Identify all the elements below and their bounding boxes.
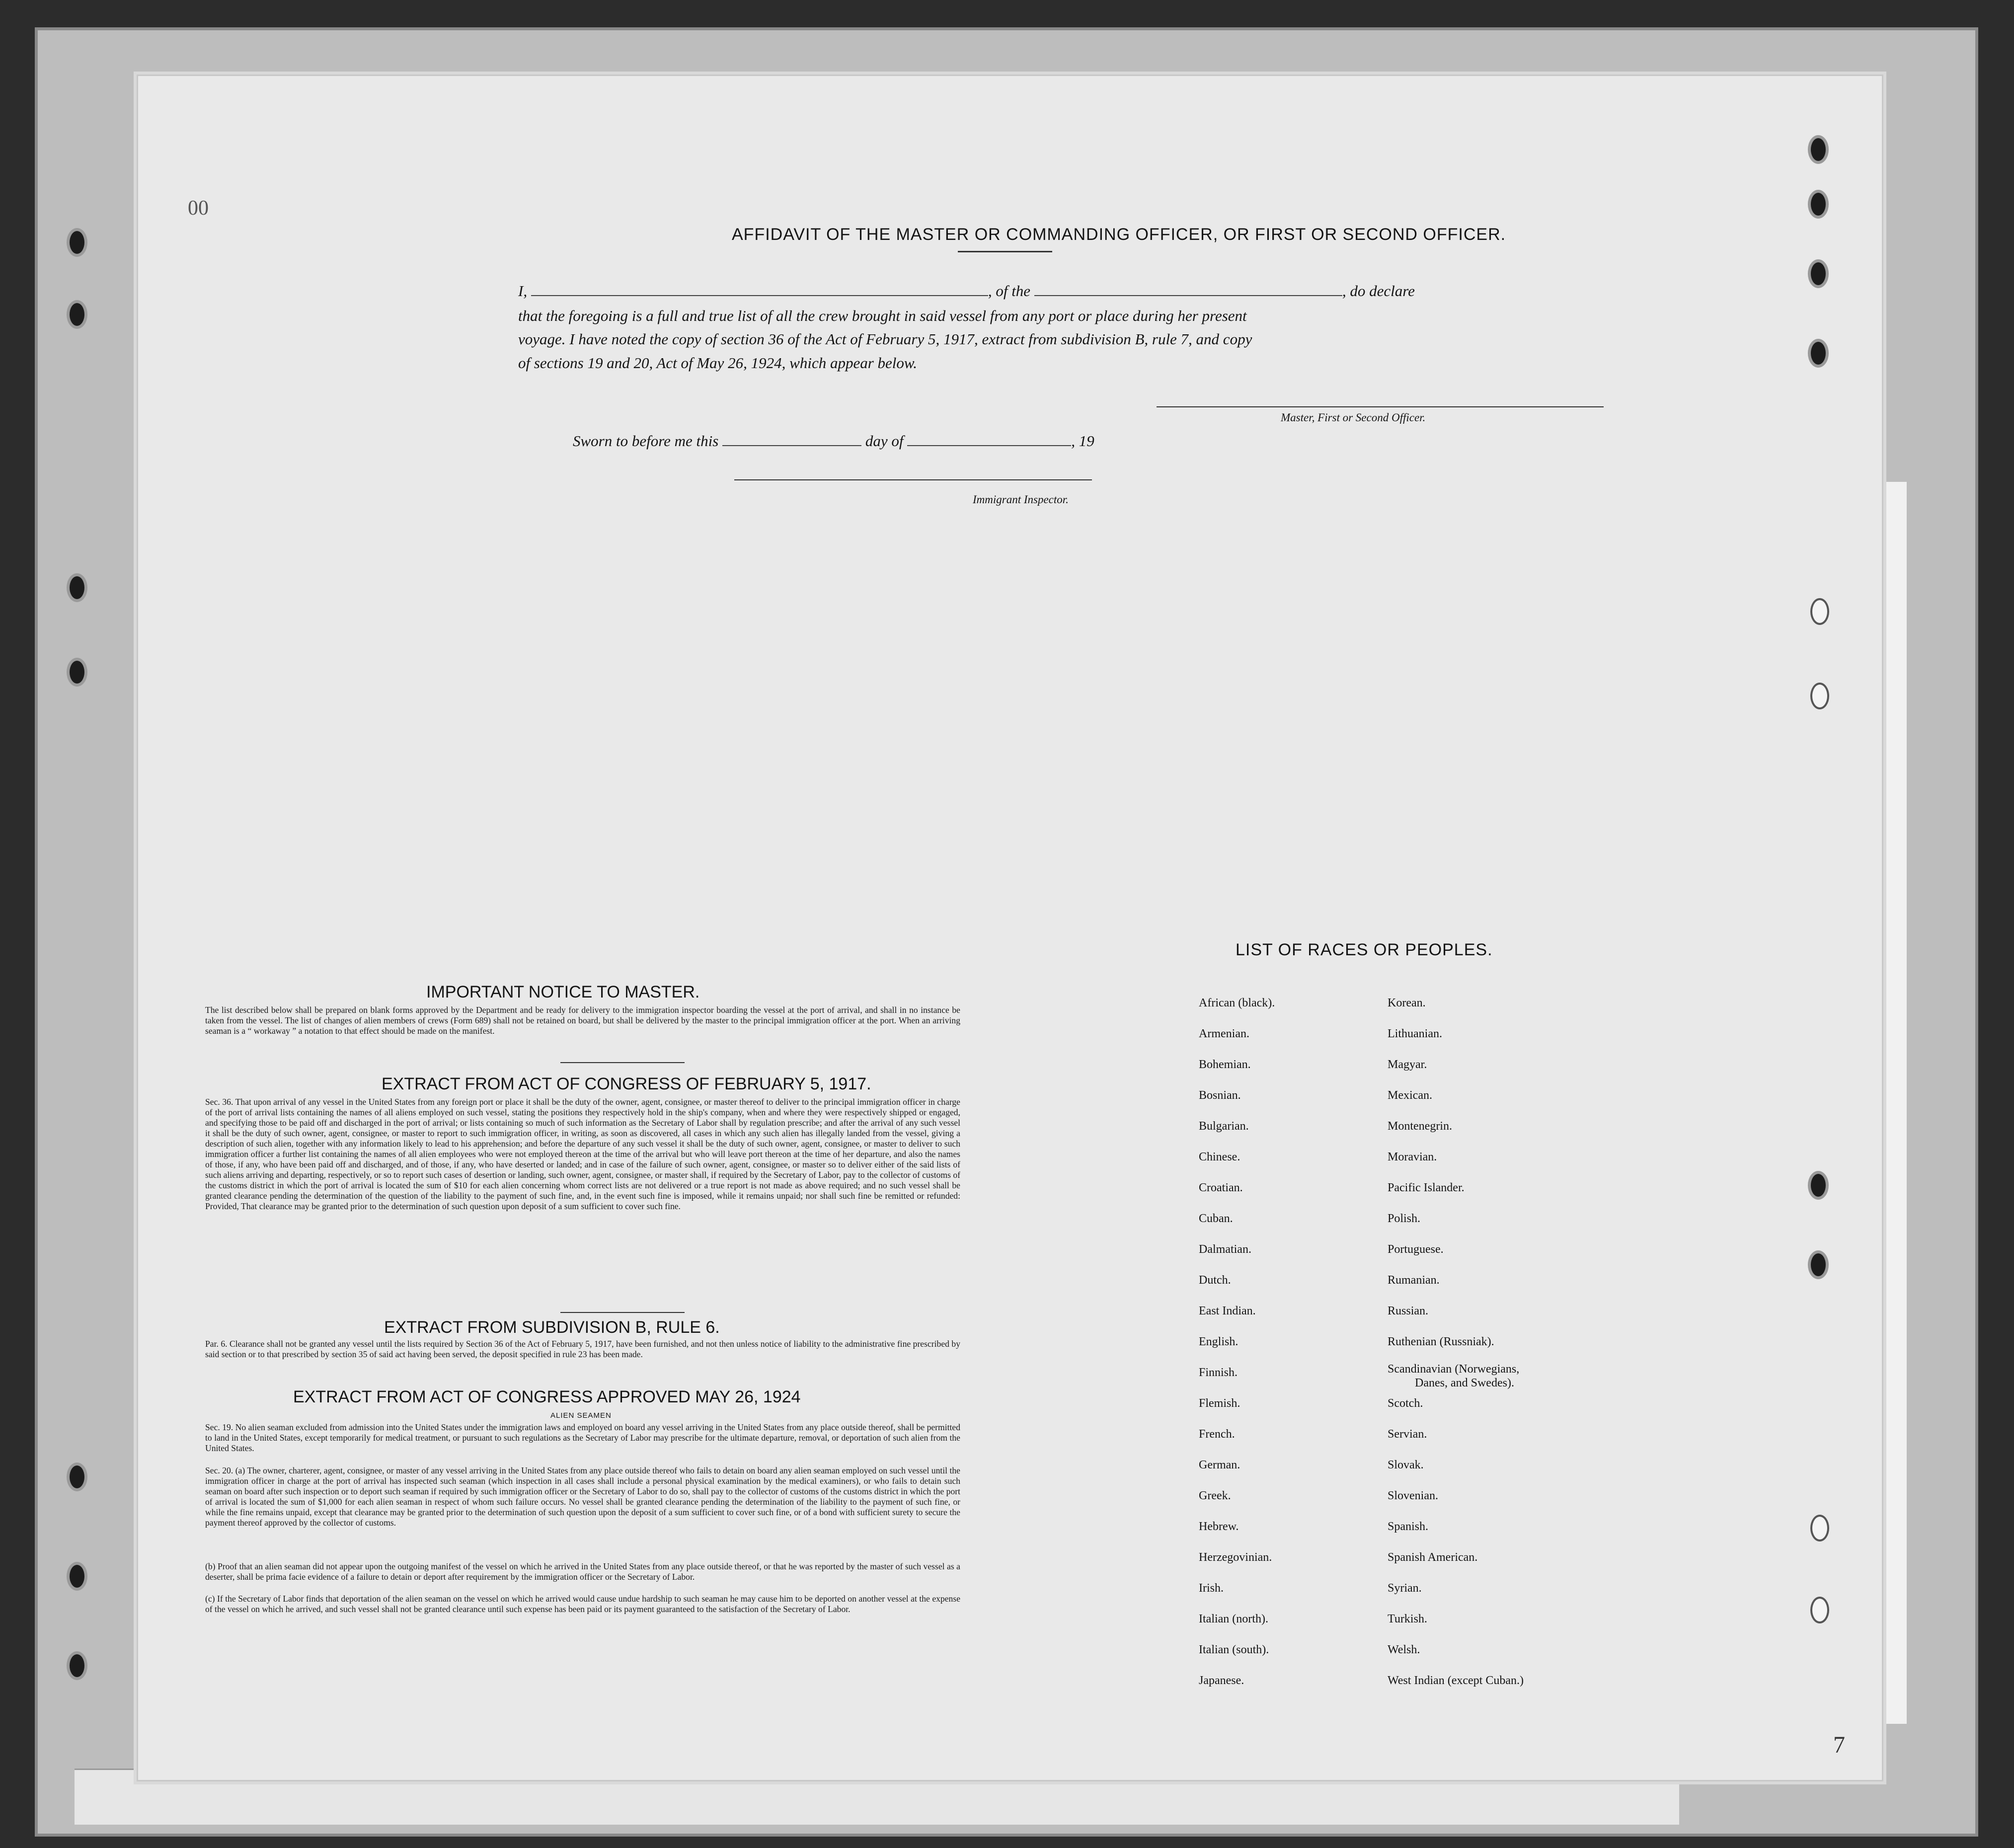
binder-hole [70,1565,84,1588]
race-item: Portuguese. [1388,1243,1444,1256]
vessel-name-field[interactable] [1034,295,1342,296]
declarant-name-field[interactable] [531,295,988,296]
race-item: Dutch. [1199,1274,1231,1287]
affidavit-line-2: that the foregoing is a full and true list of all the crew brought in said vessel from any port or place during her present [518,307,1247,324]
race-item: Hebrew. [1199,1520,1239,1533]
sworn-month-field[interactable] [907,445,1071,446]
act-1924-sec20c: (c) If the Secretary of Labor finds that deportation of the alien seaman on the vessel on which he arrived would cause undue hardship to such seaman he may cause him to be deported on another vessel at the expense of the vessel on which he arrived, and such vessel shall not be granted clearance until such expense has been paid or its payment guaranteed to the satisfaction of the Secretary of Labor. [205,1594,960,1614]
race-item: Croatian. [1199,1181,1243,1194]
punch-hole [1811,138,1826,161]
race-item: Spanish. [1388,1520,1429,1533]
punch-hole [1811,193,1826,216]
affidavit-line-4: of sections 19 and 20, Act of May 26, 1924, which appear below. [518,354,918,372]
day-of-label: day of [865,432,904,450]
race-item-continued: Danes, and Swedes). [1415,1377,1514,1389]
punch-hole [1812,685,1827,707]
act-1924-title: EXTRACT FROM ACT OF CONGRESS APPROVED MAY 26, 1924 [293,1387,801,1406]
race-item: Moravian. [1388,1151,1437,1163]
master-signature-line [1157,406,1604,407]
race-item: Magyar. [1388,1058,1427,1071]
race-item: Japanese. [1199,1674,1244,1687]
race-item: African (black). [1199,997,1275,1009]
rule-6-body: Par. 6. Clearance shall not be granted any vessel until the lists required by Section 36 of the Act of February 5, 1917, have been furnished, and not then unless notice of liability to the administrative fine prescribed by said section or to that prescribed by section 35 of said act having been served, the deposit specified in rule 23 has been made. [205,1339,960,1359]
section-divider [560,1312,685,1313]
of-the-label: , of the [988,282,1031,300]
affidavit-line-3: voyage. I have noted the copy of section 36 of the Act of February 5, 1917, extract from subdivision B, rule 7, and copy [518,330,1252,348]
declarant-label: I, [518,282,528,300]
race-item: Armenian. [1199,1027,1249,1040]
binder-hole [70,661,84,684]
punch-hole [1812,1599,1827,1621]
section-divider [560,1062,685,1063]
race-item: Servian. [1388,1428,1427,1441]
binder-hole [70,576,84,599]
race-item: Italian (north). [1199,1613,1268,1625]
notice-title: IMPORTANT NOTICE TO MASTER. [426,983,700,1001]
race-item: Irish. [1199,1582,1224,1595]
race-item: West Indian (except Cuban.) [1388,1674,1524,1687]
race-item: English. [1199,1335,1239,1348]
race-item: Spanish American. [1388,1551,1478,1564]
race-item: Welsh. [1388,1643,1420,1656]
race-item: Chinese. [1199,1151,1240,1163]
race-item: Lithuanian. [1388,1027,1442,1040]
race-item: Slovak. [1388,1459,1424,1471]
inspector-caption: Immigrant Inspector. [973,493,1069,506]
punch-hole [1812,1517,1827,1540]
affidavit-line-1 [518,282,1415,300]
sworn-day-field[interactable] [722,445,861,446]
rule-6-title: EXTRACT FROM SUBDIVISION B, RULE 6. [384,1318,720,1337]
race-item: French. [1199,1428,1235,1441]
race-item: Bohemian. [1199,1058,1251,1071]
year-label: , 19 [1071,432,1094,450]
race-item: Flemish. [1199,1397,1240,1410]
punch-hole [1811,1174,1826,1197]
race-item: Bulgarian. [1199,1120,1249,1133]
race-item: Scandinavian (Norwegians, [1388,1363,1520,1376]
binder-hole [70,1654,84,1677]
race-item: German. [1199,1459,1240,1471]
punch-hole [1811,1253,1826,1276]
race-item: Syrian. [1388,1582,1422,1595]
binder-hole [70,231,84,254]
manifest-page [137,75,1883,1781]
binder-hole [70,303,84,326]
master-caption: Master, First or Second Officer. [1281,411,1426,424]
do-declare-label: , do declare [1342,282,1415,300]
race-item: Ruthenian (Russniak). [1388,1335,1494,1348]
act-1924-sec20b: (b) Proof that an alien seaman did not appear upon the outgoing manifest of the vessel on which he arrived in the United States from any place outside thereof, or that he was reported by the master of such vessel as a deserter, shall be prima facie evidence of a failure to detain or deport after requirement by the immigration officer or the Secretary of Labor. [205,1561,960,1582]
sworn-line [573,432,1094,450]
race-item: Turkish. [1388,1613,1427,1625]
race-item: Bosnian. [1199,1089,1241,1102]
act-1924-sec20a: Sec. 20. (a) The owner, charterer, agent, consignee, or master of any vessel arriving in the United States from any place outside thereof who fails to detain on board any alien seaman employed on such vessel until the immigration officer in charge at the port of arrival has inspected such seaman (which inspection in all cases shall include a personal physical examination by the medical examiners), or who fails to detain such seaman on board after such inspection or to deport such seaman if required by such immigration officer or the Secretary of Labor to do so, shall pay to the collector of customs of the customs district in which the port of arrival is located the sum of $1,000 for each alien seaman in respect of whom such failure occurs. No vessel shall be granted clearance pending the determination of the liability to the payment of such fine, or while the fine remains unpaid, except that clearance may be granted prior to the determination of such question upon the deposit of a sum sufficient to cover such fine, or of a bond with sufficient surety to secure the payment thereof approved by the collector of customs. [205,1465,960,1528]
race-item: Dalmatian. [1199,1243,1251,1256]
race-item: East Indian. [1199,1305,1256,1317]
race-item: Pacific Islander. [1388,1181,1465,1194]
punch-hole [1811,262,1826,285]
act-1917-title: EXTRACT FROM ACT OF CONGRESS OF FEBRUARY 5, 1917. [382,1075,871,1093]
inspector-signature-line [734,479,1092,480]
corner-page-mark: 7 [1833,1732,1845,1758]
act-1924-sec19: Sec. 19. No alien seaman excluded from admission into the United States under the immigration laws and employed on board any vessel arriving in the United States from any place outside thereof, shall be permitted to land in the United States, except temporarily for medical treatment, or pursuant to such regulations as the Secretary of Labor may prescribe for the ultimate departure, removal, or deportation of such alien from the United States. [205,1422,960,1453]
race-item: Cuban. [1199,1212,1233,1225]
affidavit-title: AFFIDAVIT OF THE MASTER OR COMMANDING OFFICER, OR FIRST OR SECOND OFFICER. [732,225,1506,244]
notice-body: The list described below shall be prepared on blank forms approved by the Department and be ready for delivery to the immigration inspector boarding the vessel at the port of arrival, and shall in no instance be taken from the vessel. The list of changes of alien members of crews (Form 689) shall not be retained on board, but shall be delivered by the master to the principal immigration officer at the port. When an arriving seaman is a “ workaway ” a notation to that effect should be made on the manifest. [205,1005,960,1036]
race-item: Korean. [1388,997,1426,1009]
race-item: Polish. [1388,1212,1421,1225]
race-item: Finnish. [1199,1366,1238,1379]
race-item: Mexican. [1388,1089,1432,1102]
punch-hole [1811,342,1826,365]
punch-hole [1812,600,1827,623]
binder-hole [70,1465,84,1488]
title-rule [958,251,1052,252]
race-item: Russian. [1388,1305,1429,1317]
alien-seamen-subtitle: ALIEN SEAMEN [550,1411,612,1420]
margin-mark: 00 [188,197,209,220]
race-item: Italian (south). [1199,1643,1269,1656]
race-item: Greek. [1199,1489,1231,1502]
race-item: Herzegovinian. [1199,1551,1272,1564]
act-1917-body: Sec. 36. That upon arrival of any vessel in the United States from any foreign port or place it shall be the duty of the owner, agent, consignee, or master thereof to deliver to the principal immigration officer in charge of the port of arrival lists containing the names of all aliens employed on such vessel, stating the positions they respectively hold in the ship's company, when and where they were respectively shipped or engaged, and specifying those to be paid off and discharged in the port of arrival; or lists containing so much of such information as the Secretary of Labor shall by regulation prescribe; and after the arrival of any such vessel it shall be the duty of such owner, agent, consignee, or master to report to such immigration officer, in writing, as soon as discovered, all cases in which any such alien has illegally landed from the vessel, giving a description of such alien, together with any information likely to lead to his apprehension; and before the departure of any such vessel it shall be the duty of such owner, agent, consignee, or master to deliver to such immigration officer a further list containing the names of all alien employees who were not employed thereon at the time of the arrival but who will leave port thereon at the time of her departure, and also the names of those, if any, who have been paid off and discharged, and of those, if any, who have deserted or landed; and in case of the failure of such owner, agent, consignee, or master so to deliver either of the said lists of such aliens arriving and departing, respectively, or so to report such cases of desertion or landing, such owner, agent, consignee, or master shall, if required by the Secretary of Labor, pay to the collector of customs of the customs district in which the port of arrival is located the sum of $10 for each alien concerning whom correct lists are not delivered or a true report is not made as above required; and no such vessel shall be granted clearance pending the determination of the question of the liability to the payment of such fine, and, in the event such fine is imposed, while it remains unpaid; nor shall such fine be remitted or refunded: Provided, That clearance may be granted prior to the determination of such question upon deposit of a sum sufficient to cover such fine. [205,1097,960,1211]
race-item: Slovenian. [1388,1489,1438,1502]
back-page-tab [1880,482,1907,1724]
sworn-label: Sworn to before me this [573,432,719,450]
race-item: Rumanian. [1388,1274,1440,1287]
race-item: Montenegrin. [1388,1120,1452,1133]
races-title: LIST OF RACES OR PEOPLES. [1236,940,1493,959]
race-item: Scotch. [1388,1397,1423,1410]
